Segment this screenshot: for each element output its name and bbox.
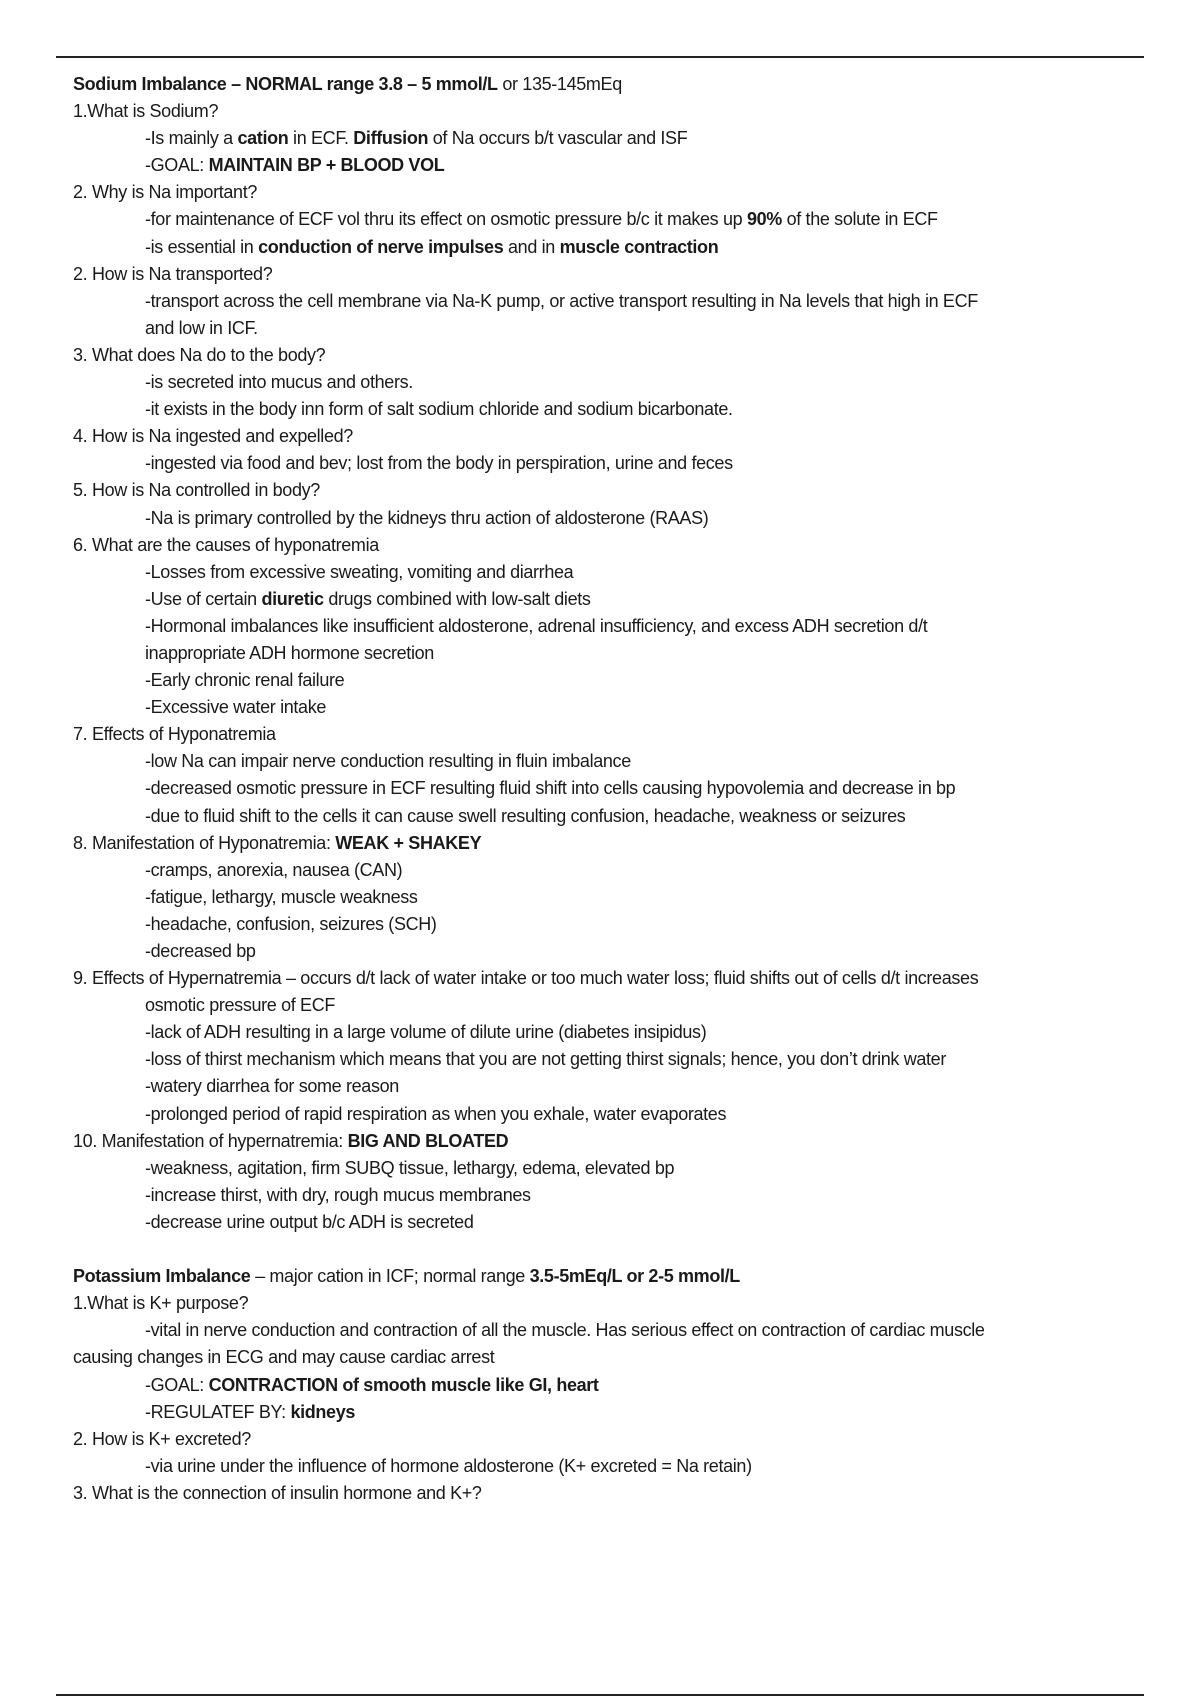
text: -decrease urine output b/c ADH is secreted	[145, 1211, 474, 1232]
text: or 135-145mEq	[497, 74, 622, 94]
text: 3. What does Na do to the body?	[73, 344, 326, 365]
note-detail-line	[73, 992, 1153, 1019]
text: osmotic pressure of ECF	[145, 995, 336, 1016]
bottom-rule	[56, 1694, 1144, 1696]
text: 1.What is Sodium?	[73, 101, 219, 122]
text: -Losses from excessive sweating, vomiting and diarrhea	[145, 561, 574, 582]
text: and low in ICF.	[145, 317, 258, 338]
note-detail-line	[73, 938, 1153, 965]
note-detail-line	[73, 559, 1153, 586]
note-detail-line	[73, 586, 1153, 613]
note-detail-line	[73, 152, 1153, 179]
note-detail-line	[73, 315, 1153, 342]
text: 5. How is Na controlled in body?	[73, 480, 320, 501]
text: 10. Manifestation of hypernatremia:	[73, 1130, 348, 1151]
text: -Early chronic renal failure	[145, 670, 345, 691]
note-detail-line	[73, 1209, 1153, 1236]
text: -it exists in the body inn form of salt sodium chloride and sodium bicarbonate.	[145, 399, 733, 420]
note-detail-line	[73, 369, 1153, 396]
top-rule	[56, 56, 1144, 58]
note-detail-line	[73, 1453, 1153, 1480]
note-detail-line	[73, 694, 1153, 721]
bold-text: cation	[237, 128, 289, 149]
text: – major cation in ICF; normal range	[250, 1266, 530, 1287]
text: -watery diarrhea for some reason	[145, 1076, 399, 1097]
note-detail-line	[73, 857, 1153, 884]
note-detail-line	[73, 1372, 1153, 1399]
text: -ingested via food and bev; lost from the body in perspiration, urine and feces	[145, 453, 733, 474]
text: -increase thirst, with dry, rough mucus membranes	[145, 1184, 531, 1205]
note-question-line	[73, 342, 1153, 369]
text: 8. Manifestation of Hyponatremia:	[73, 832, 336, 853]
text: 2. How is K+ excreted?	[73, 1428, 251, 1449]
text: -decreased osmotic pressure in ECF resulting fluid shift into cells causing hypovolemia and decrease in bp	[145, 778, 956, 799]
bold-text: Sodium Imbalance – NORMAL range 3.8 – 5 mmol/L	[73, 74, 498, 94]
note-detail-line	[73, 1101, 1153, 1128]
note-detail-line	[73, 613, 1153, 640]
text: -is secreted into mucus and others.	[145, 372, 413, 393]
note-question-line	[73, 261, 1153, 288]
note-detail-line	[73, 288, 1153, 315]
bold-text: kidneys	[290, 1401, 356, 1422]
note-detail-line	[73, 748, 1153, 775]
text: -REGULATEF BY:	[145, 1401, 291, 1422]
bold-text: 90%	[746, 209, 782, 230]
text: of the solute in ECF	[781, 209, 938, 230]
note-question-line	[73, 830, 1153, 857]
bold-text: CONTRACTION of smooth muscle like GI, heart	[208, 1374, 599, 1395]
text: and in	[503, 236, 560, 257]
bold-text: BIG AND BLOATED	[347, 1130, 509, 1151]
note-detail-line	[73, 1317, 1153, 1344]
bold-text: Potassium Imbalance	[73, 1266, 251, 1287]
text: -cramps, anorexia, nausea (CAN)	[145, 859, 403, 880]
note-question-line	[73, 71, 1153, 98]
note-detail-line	[73, 234, 1153, 261]
text: -GOAL:	[145, 155, 209, 176]
text: -vital in nerve conduction and contraction of all the muscle. Has serious effect on contraction of cardiac muscle	[145, 1320, 985, 1341]
note-detail-line	[73, 884, 1153, 911]
text: -weakness, agitation, firm SUBQ tissue, lethargy, edema, elevated bp	[145, 1157, 675, 1178]
text: -low Na can impair nerve conduction resulting in fluin imbalance	[145, 751, 631, 772]
document-body	[73, 71, 1153, 1507]
note-detail-line	[73, 396, 1153, 423]
bold-text: 3.5-5mEq/L or 2-5 mmol/L	[529, 1266, 740, 1287]
note-question-line	[73, 1263, 1153, 1290]
text: -via urine under the influence of hormone aldosterone (K+ excreted = Na retain)	[145, 1455, 752, 1476]
note-question-line	[73, 1344, 1153, 1371]
note-detail-line	[73, 1046, 1153, 1073]
text: -loss of thirst mechanism which means that you are not getting thirst signals; hence, you don’t drink water	[145, 1049, 946, 1070]
bold-text: MAINTAIN BP + BLOOD VOL	[208, 155, 445, 176]
text: -Na is primary controlled by the kidneys thru action of aldosterone (RAAS)	[145, 507, 709, 528]
blank-line	[73, 1236, 1153, 1263]
text: -Use of certain	[145, 588, 262, 609]
text: -transport across the cell membrane via Na-K pump, or active transport resulting in Na levels that high in ECF	[145, 290, 978, 311]
text: -due to fluid shift to the cells it can cause swell resulting confusion, headache, weakness or seizures	[145, 805, 906, 826]
note-detail-line	[73, 775, 1153, 802]
text: -Excessive water intake	[145, 697, 327, 718]
note-question-line	[73, 98, 1153, 125]
text: -is essential in	[145, 236, 259, 257]
text: -Hormonal imbalances like insufficient aldosterone, adrenal insufficiency, and excess ADH secretion d/t	[145, 615, 928, 636]
text: -lack of ADH resulting in a large volume of dilute urine (diabetes insipidus)	[145, 1022, 707, 1043]
note-question-line	[73, 965, 1153, 992]
note-detail-line	[73, 803, 1153, 830]
note-detail-line	[73, 1182, 1153, 1209]
text: 6. What are the causes of hyponatremia	[73, 534, 379, 555]
text: -Is mainly a	[145, 128, 238, 149]
text: 7. Effects of Hyponatremia	[73, 724, 276, 745]
text: 1.What is K+ purpose?	[73, 1293, 249, 1314]
text: 2. How is Na transported?	[73, 263, 273, 284]
bold-text: conduction of nerve impulses	[258, 236, 504, 257]
text: -GOAL:	[145, 1374, 209, 1395]
text: in ECF.	[288, 128, 354, 149]
note-detail-line	[73, 1073, 1153, 1100]
text: -headache, confusion, seizures (SCH)	[145, 913, 437, 934]
text: of Na occurs b/t vascular and ISF	[428, 128, 688, 149]
note-question-line	[73, 1128, 1153, 1155]
text: -decreased bp	[145, 941, 256, 961]
text: inappropriate ADH hormone secretion	[145, 642, 434, 663]
note-question-line	[73, 721, 1153, 748]
text: 2. Why is Na important?	[73, 182, 258, 203]
bold-text: Diffusion	[353, 128, 429, 149]
note-question-line	[73, 179, 1153, 206]
note-question-line	[73, 1290, 1153, 1317]
text: 9. Effects of Hypernatremia – occurs d/t lack of water intake or too much water loss; fluid shifts out of cells d/t increases	[73, 968, 979, 989]
text: -fatigue, lethargy, muscle weakness	[145, 886, 418, 907]
note-detail-line	[73, 1399, 1153, 1426]
note-detail-line	[73, 667, 1153, 694]
note-detail-line	[73, 1155, 1153, 1182]
bold-text: diuretic	[261, 588, 324, 609]
note-question-line	[73, 1426, 1153, 1453]
text: -prolonged period of rapid respiration as when you exhale, water evaporates	[145, 1103, 727, 1124]
note-question-line	[73, 532, 1153, 559]
note-detail-line	[73, 450, 1153, 477]
text: 4. How is Na ingested and expelled?	[73, 426, 353, 447]
text: drugs combined with low-salt diets	[323, 588, 591, 609]
note-question-line	[73, 1480, 1153, 1507]
bold-text: WEAK + SHAKEY	[335, 832, 482, 853]
bold-text: muscle contraction	[559, 236, 719, 257]
text: causing changes in ECG and may cause cardiac arrest	[73, 1347, 495, 1368]
note-detail-line	[73, 206, 1153, 233]
text: 3. What is the connection of insulin hormone and K+?	[73, 1482, 482, 1503]
note-detail-line	[73, 640, 1153, 667]
note-detail-line	[73, 125, 1153, 152]
note-detail-line	[73, 1019, 1153, 1046]
note-detail-line	[73, 505, 1153, 532]
text: -for maintenance of ECF vol thru its effect on osmotic pressure b/c it makes up	[145, 209, 747, 230]
note-question-line	[73, 477, 1153, 504]
note-detail-line	[73, 911, 1153, 938]
note-question-line	[73, 423, 1153, 450]
